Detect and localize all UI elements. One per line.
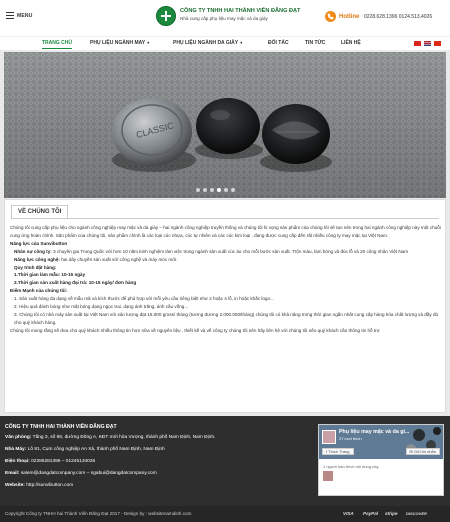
header: [0, 0, 450, 36]
strength-1: 1. Sản xuất hàng đa dạng về mẫu mã và kích thước để phù hợp với mỗi yêu cầu riêng biệt như 2 hoặc 4 lỗ, in hoặc khắc logo...: [14, 296, 274, 302]
facebook-like-button[interactable]: f Thích Trang: [322, 448, 354, 455]
paypal-icon: PayPal: [363, 511, 379, 516]
hero-slider[interactable]: [4, 52, 446, 198]
flag-vietnam-icon[interactable]: [414, 41, 421, 46]
menu-button[interactable]: [6, 12, 33, 19]
slider-dot-active[interactable]: [217, 188, 221, 192]
nav-footwear-accessories[interactable]: PHỤ LIỆU NGÀNH DA GIẦY ▾: [173, 40, 243, 46]
capability-heading: Năng lực của Sunvibutton: [10, 240, 68, 246]
messenger-icon: ✉: [409, 449, 414, 454]
slider-dot[interactable]: [203, 188, 207, 192]
company-name: CÔNG TY TNHH HAI THÀNH VIÊN ĐĂNG ĐẠT: [180, 8, 301, 14]
friend-avatar[interactable]: [323, 471, 333, 481]
main-nav: [0, 36, 450, 50]
caret-down-icon: ▾: [239, 40, 243, 45]
slider-dot[interactable]: [196, 188, 200, 192]
footer-phone: Điện thoại: 02286281396 – 01245134026: [5, 459, 96, 464]
strength-3: 3. Chúng tôi có nhà máy sản xuất tại Việt Nam với sản lượng đạt 15.000 gross/ tháng (tương đương 2.000.000/tháng) chúng tôi có khả năng trong thời gian ngắn nhất cung cấp hàng hóa chất lượng và đầy đủ cho quý khách hàng.: [14, 311, 439, 325]
company-tagline: Nhà cung cấp phụ liệu may mặc và da giày: [180, 16, 268, 21]
facebook-page-widget[interactable]: [318, 424, 444, 496]
order-process-heading: Quy trình đặt hàng:: [14, 264, 57, 270]
slider-dot[interactable]: [231, 188, 235, 192]
company-logo[interactable]: [156, 6, 176, 26]
visa-icon: VISA: [343, 511, 354, 516]
footer-office: Văn phòng: Tầng 3, số 86, đường Đông A, KĐT mới hòa Vượng, thành phố Nam Định, Nam Định.: [5, 435, 216, 440]
strength-2: 2. Hiệu quả đánh bóng như mặt bóng dạng ngọc trai, dạng ánh trăng, ánh cầu vồng...: [14, 304, 189, 310]
slider-dot[interactable]: [224, 188, 228, 192]
nav-contact[interactable]: LIÊN HỆ: [341, 40, 361, 46]
facebook-cover: [319, 425, 443, 459]
facebook-avatar[interactable]: [322, 430, 336, 444]
footer-website[interactable]: Website: http://sunvibutton.com: [5, 483, 74, 488]
tab-divider: [11, 218, 439, 219]
facebook-friends-text: 1 người bạn thích nội dung này: [323, 464, 379, 469]
footer-factory: Nhà Máy: Lô 81, Cụm công nghiệp An Xá, thành phố Nam Định, Nam Định: [5, 447, 165, 452]
company-block: [180, 8, 300, 21]
about-tab-title[interactable]: VỀ CHÚNG TÔI: [11, 205, 68, 219]
footer-company-name: CÔNG TY TNHH HAI THÀNH VIÊN ĐĂNG ĐẠT: [5, 424, 117, 430]
nav-news[interactable]: TIN TỨC: [305, 40, 326, 46]
about-section: [4, 199, 446, 413]
hamburger-icon: [6, 12, 14, 19]
slider-dot[interactable]: [210, 188, 214, 192]
cross-logo-icon: [160, 10, 172, 22]
strengths-heading: Điểm Mạnh của chúng tôi:: [10, 288, 68, 294]
footer-email[interactable]: Email: salem@dangdatcompany.com – ngabui@dangdatcompany.com: [5, 471, 157, 476]
staff-paragraph: Nhân sự công ty: 3 chuyên gia Trung Quốc với hơn 10 năm kinh nghiệm làm việc trong ngành sản xuất cúc áo cho mỗi bước sản xuất. Trộn màu, làm bóng và đúc lỗ và 20 công nhân Việt Nam: [14, 248, 409, 254]
about-text: [10, 224, 442, 335]
buttons-banner-image: [4, 52, 446, 198]
production-time: 2.Thời gian sản xuất hàng đại trà: 10-15 ngày/ đơn hàng: [14, 280, 137, 286]
facebook-message-button[interactable]: ✉ Gửi tin nhắn: [406, 448, 441, 455]
caret-down-icon: ▾: [146, 40, 150, 45]
facebook-page-name[interactable]: Phụ liệu may mặc và da gi...: [339, 429, 410, 435]
menu-label: MENU: [17, 12, 33, 19]
flag-chinese-icon[interactable]: [434, 41, 441, 46]
discover-icon: DISCOVER: [406, 511, 427, 516]
hotline-numbers[interactable]: 0228.628.1396 0124.513.4026: [364, 14, 433, 20]
hotline-label: Hotline: [339, 14, 360, 20]
about-intro: Chúng tôi cung cấp phụ liệu cho ngành công nghiệp may mặc và da giày – hai ngành công nghiệp truyền thống và chúng tôi hi vọng sản phẩm của chúng tôi sẽ tạo nên trong hai ngành công nghiệp này một chuỗi cung ứng hoàn chỉnh. Sản phẩm của chúng tôi, sản phẩm chính là các loại cúc nhựa, cúc tự nhiên và các cúc kim loại , đang được cung cấp đến rất nhiều công ty may mặc tại Việt Nam.: [10, 225, 441, 238]
about-closing: Chúng tôi mong rằng sẽ đưa cho quý khách nhiều thông tin hơn nữa về nguyên liệu , thiết kế và về công ty chúng tôi nên hãy liên hệ với chúng tôi nếu quý khách cần thông tin hỗ trợ: [10, 327, 380, 333]
tech-paragraph: Năng lực công nghệ: hai dây chuyền sản xuất với công nghệ và máy móc mới.: [14, 256, 178, 262]
nav-garment-accessories[interactable]: PHỤ LIỆU NGÀNH MAY ▾: [90, 40, 150, 46]
facebook-like-count: 27 lượt thích: [339, 436, 362, 441]
phone-icon: [325, 11, 336, 22]
stripe-icon: stripe: [385, 511, 398, 516]
nav-home[interactable]: TRANG CHỦ: [42, 40, 72, 46]
copyright-text: Copyright Công ty TNHH hai Thành Viên Đăng Đạt 2017 - Design by : websitenamdinh.com: [5, 511, 192, 516]
copyright-bar: [0, 506, 450, 522]
slider-dots: [196, 188, 235, 192]
svg-text:CLASSIC: CLASSIC: [134, 120, 175, 141]
flag-english-icon[interactable]: [424, 41, 431, 46]
facebook-icon: f: [326, 449, 329, 454]
nav-partners[interactable]: ĐỐI TÁC: [268, 40, 289, 46]
sample-time: 1.Thời gian làm mẫu: 10-15 ngày: [14, 272, 86, 278]
